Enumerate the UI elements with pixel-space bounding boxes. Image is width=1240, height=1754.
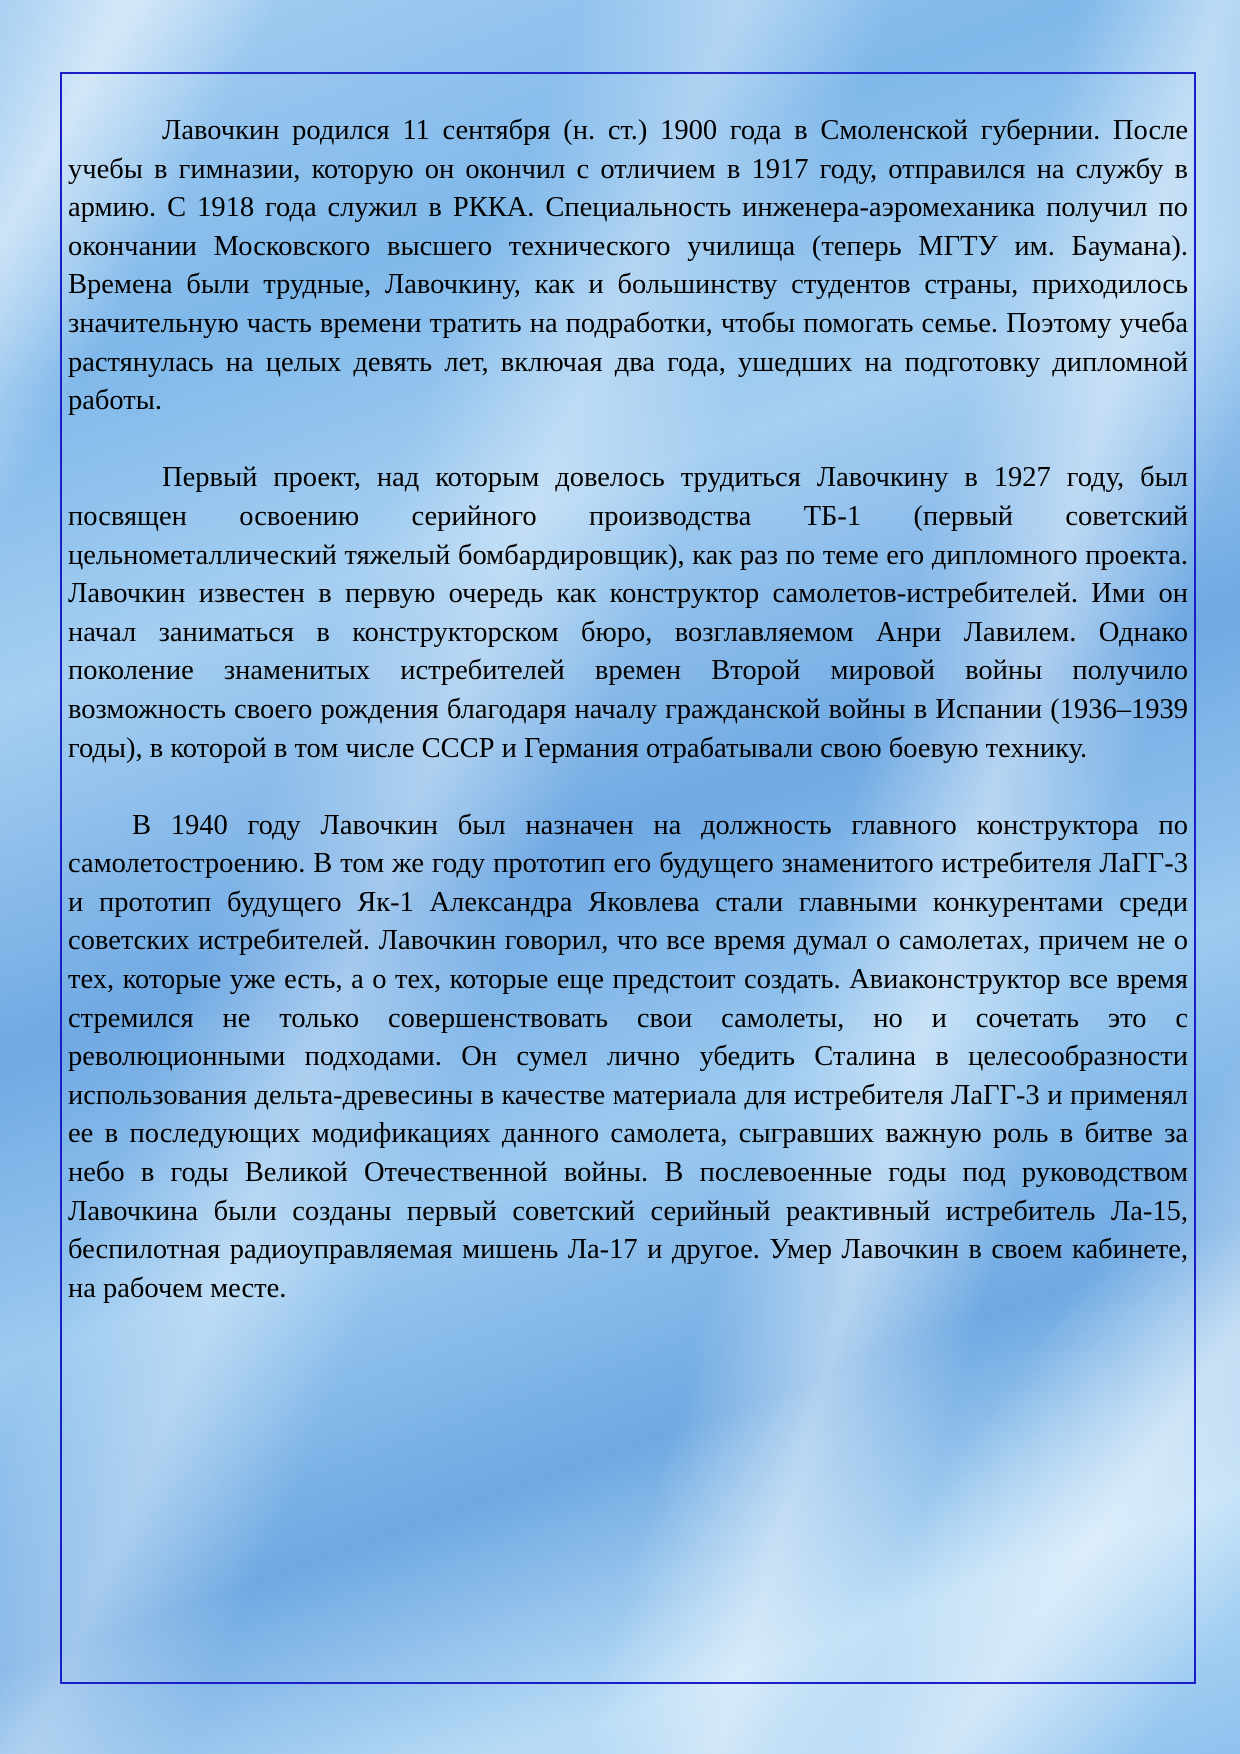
paragraph-3: В 1940 году Лавочкин был назначен на должность главного конструктора по самолетостроению. В том же году прототип его будущего знаменитого истребителя ЛаГГ-3 и прототип будущего Як-1 Александра Яковлева стали главными конкурентами среди советских истребителей. Лавочкин говорил, что все время думал о самолетах, причем не о тех, которые уже есть, а о тех, которые еще предстоит создать. Авиаконструктор все время стремился не только совершенствовать свои самолеты, но и сочетать это с революционными подходами. Он сумел лично убедить Сталина в целесообразности использования дельта-древесины в качестве материала для истребителя ЛаГГ-3 и применял ее в последующих модификациях данного самолета, сыгравших важную роль в битве за небо в годы Великой Отечественной войны. В послевоенные годы под руководством Лавочкина были созданы первый советский серийный реактивный истребитель Ла-15, беспилотная радиоуправляемая мишень Ла-17 и другое. Умер Лавочкин в своем кабинете, на рабочем месте.	[68, 809, 1188, 1304]
paragraph-2: Первый проект, над которым довелось трудиться Лавочкину в 1927 году, был посвящен освоению серийного производства ТБ-1 (первый советский цельнометаллический тяжелый бомбардировщик), как раз по теме его дипломного проекта. Лавочкин известен в первую очередь как конструктор самолетов-истребителей. Ими он начал заниматься в конструкторском бюро, возглавляемом Анри Лавилем. Однако поколение знаменитых истребителей времен Второй мировой войны получило возможность своего рождения благодаря началу гражданской войны в Испании (1936–1939 годы), в которой в том числе СССР и Германия отрабатывали свою боевую технику.	[68, 462, 1188, 764]
paragraph-1: Лавочкин родился 11 сентября (н. ст.) 1900 года в Смоленской губернии. После учебы в гимназии, которую он окончил с отличием в 1917 году, отправился на службу в армию. С 1918 года служил в РККА. Специальность инженера-аэромеханика получил по окончании Московского высшего технического училища (теперь МГТУ им. Баумана). Времена были трудные, Лавочкину, как и большинству студентов страны, приходилось значительную часть времени тратить на подработки, чтобы помогать семье. Поэтому учеба растянулась на целых девять лет, включая два года, ушедших на подготовку дипломной работы.	[68, 115, 1188, 417]
document-body	[68, 112, 1188, 1347]
